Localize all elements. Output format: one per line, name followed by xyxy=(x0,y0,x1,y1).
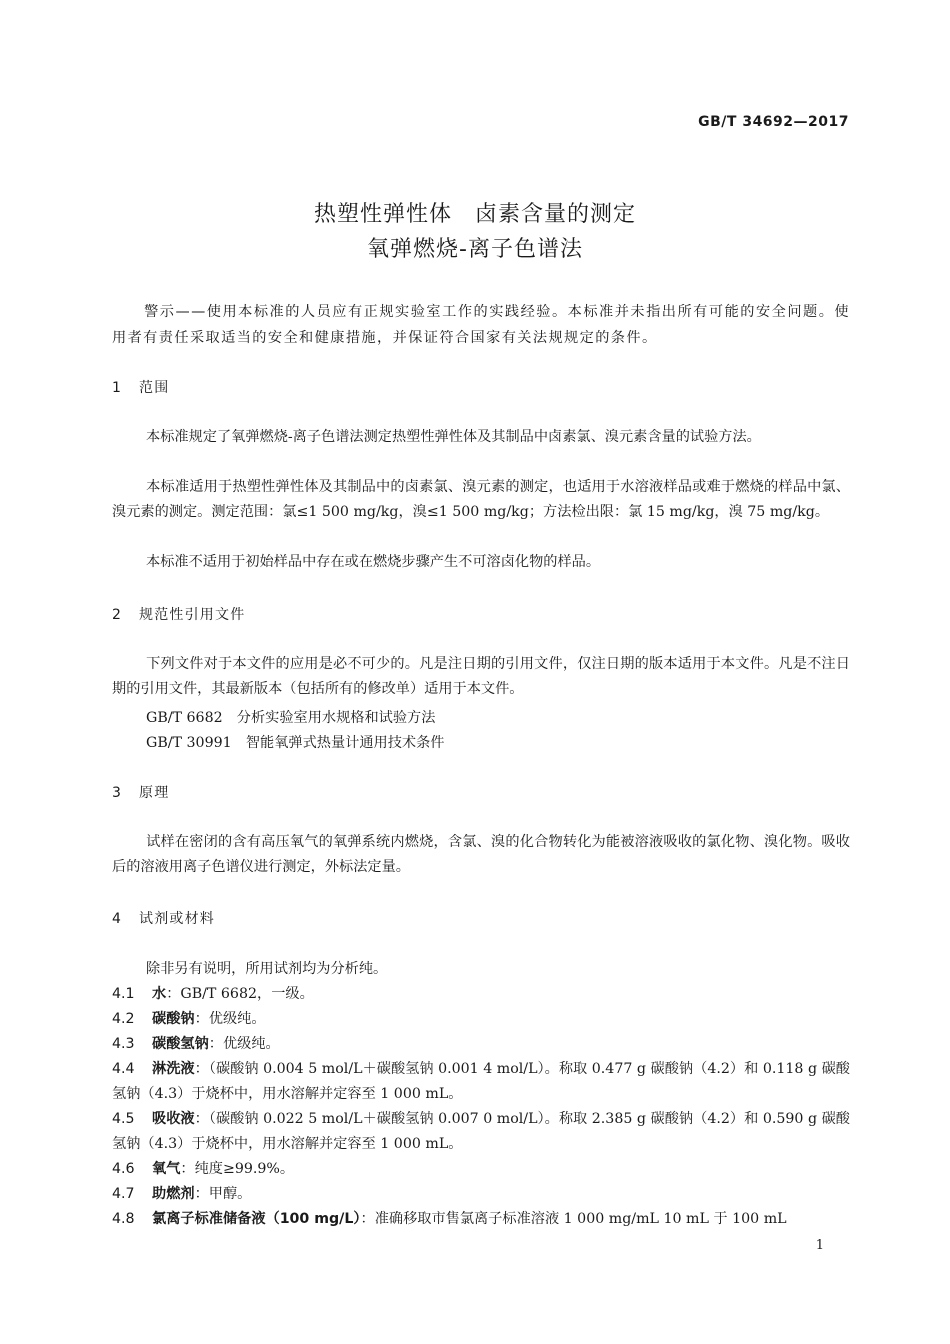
reagents-intro xyxy=(112,957,850,982)
section-4-heading xyxy=(112,908,215,928)
scope-paragraph-1 xyxy=(112,425,850,450)
standard-number: GB/T 34692—2017 xyxy=(698,114,849,130)
page-number: 1 xyxy=(815,1238,824,1253)
section-title: 范围 xyxy=(139,380,170,396)
reagent-item-4-2: 4.2 碳酸钠：优级纯。 xyxy=(112,1011,266,1027)
section-number: 1 xyxy=(112,380,123,396)
reagent-item-4-5: 4.5 吸收液：（碳酸钠 0.022 5 mol/L＋碳酸氢钠 0.007 0 mol/L）。称取 2.385 g 碳酸钠（4.2）和 0.590 g 碳酸氢钠（4.3）于烧杯中，用水溶解并定容至 1 000 mL。 xyxy=(112,1111,850,1152)
reagent-item-4-6: 4.6 氧气：纯度≥99.9%。 xyxy=(112,1161,295,1177)
section-number: 3 xyxy=(112,785,123,801)
reagents-intro-text: 除非另有说明，所用试剂均为分析纯。 xyxy=(146,961,388,977)
reagent-item-4-4: 4.4 淋洗液：（碳酸钠 0.004 5 mol/L＋碳酸氢钠 0.001 4 mol/L）。称取 0.477 g 碳酸钠（4.2）和 0.118 g 碳酸氢钠（4.3）于烧杯中，用水溶解并定容至 1 000 mL。 xyxy=(112,1061,850,1102)
normative-paragraph xyxy=(112,652,850,702)
section-2-heading xyxy=(112,604,245,624)
reference-gbt-6682: GB/T 6682 分析实验室用水规格和试验方法 xyxy=(146,710,436,726)
warning-paragraph xyxy=(112,299,850,351)
principle-p1-text: 试样在密闭的含有高压氧气的氧弹系统内燃烧，含氯、溴的化合物转化为能被溶液吸收的氯化物、溴化物。吸收后的溶液用离子色谱仪进行测定，外标法定量。 xyxy=(112,834,850,875)
section-number: 4 xyxy=(112,911,123,927)
section-3-heading xyxy=(112,782,169,802)
normative-p1-text: 下列文件对于本文件的应用是必不可少的。凡是注日期的引用文件，仅注日期的版本适用于本文件。凡是不注日期的引用文件，其最新版本（包括所有的修改单）适用于本文件。 xyxy=(112,656,850,697)
warning-text: 警示——使用本标准的人员应有正规实验室工作的实践经验。本标准并未指出所有可能的安全问题。使用者有责任采取适当的安全和健康措施，并保证符合国家有关法规规定的条件。 xyxy=(112,304,850,346)
reagent-item-4-3: 4.3 碳酸氢钠：优级纯。 xyxy=(112,1036,280,1052)
reference-gbt-30991: GB/T 30991 智能氧弹式热量计通用技术条件 xyxy=(146,735,445,751)
scope-paragraph-2 xyxy=(112,475,850,525)
reagent-item-4-8: 4.8 氯离子标准储备液（100 mg/L）：准确移取市售氯离子标准溶液 1 000 mg/mL 10 mL 于 100 mL xyxy=(112,1211,787,1227)
reagent-item-4-7: 4.7 助燃剂：甲醇。 xyxy=(112,1186,252,1202)
section-1-heading xyxy=(112,377,169,397)
scope-p3-text: 本标准不适用于初始样品中存在或在燃烧步骤产生不可溶卤化物的样品。 xyxy=(146,554,601,570)
section-title: 规范性引用文件 xyxy=(139,607,246,623)
section-title: 试剂或材料 xyxy=(139,911,215,927)
title-line-1: 热塑性弹性体 卤素含量的测定 xyxy=(313,202,636,227)
scope-p2-text: 本标准适用于热塑性弹性体及其制品中的卤素氯、溴元素的测定，也适用于水溶液样品或难于燃烧的样品中氯、溴元素的测定。测定范围：氯≤1 500 mg/kg，溴≤1 500 mg/kg；方法检出限：氯 15 mg/kg，溴 75 mg/kg。 xyxy=(112,479,850,520)
scope-paragraph-3 xyxy=(112,550,850,575)
section-title: 原理 xyxy=(139,785,170,801)
title-line-2: 氧弹燃烧-离子色谱法 xyxy=(367,237,583,262)
section-number: 2 xyxy=(112,607,123,623)
scope-p1-text: 本标准规定了氧弹燃烧-离子色谱法测定热塑性弹性体及其制品中卤素氯、溴元素含量的试验方法。 xyxy=(146,429,761,445)
principle-paragraph xyxy=(112,830,850,880)
reagent-item-4-1: 4.1 水：GB/T 6682，一级。 xyxy=(112,986,314,1002)
